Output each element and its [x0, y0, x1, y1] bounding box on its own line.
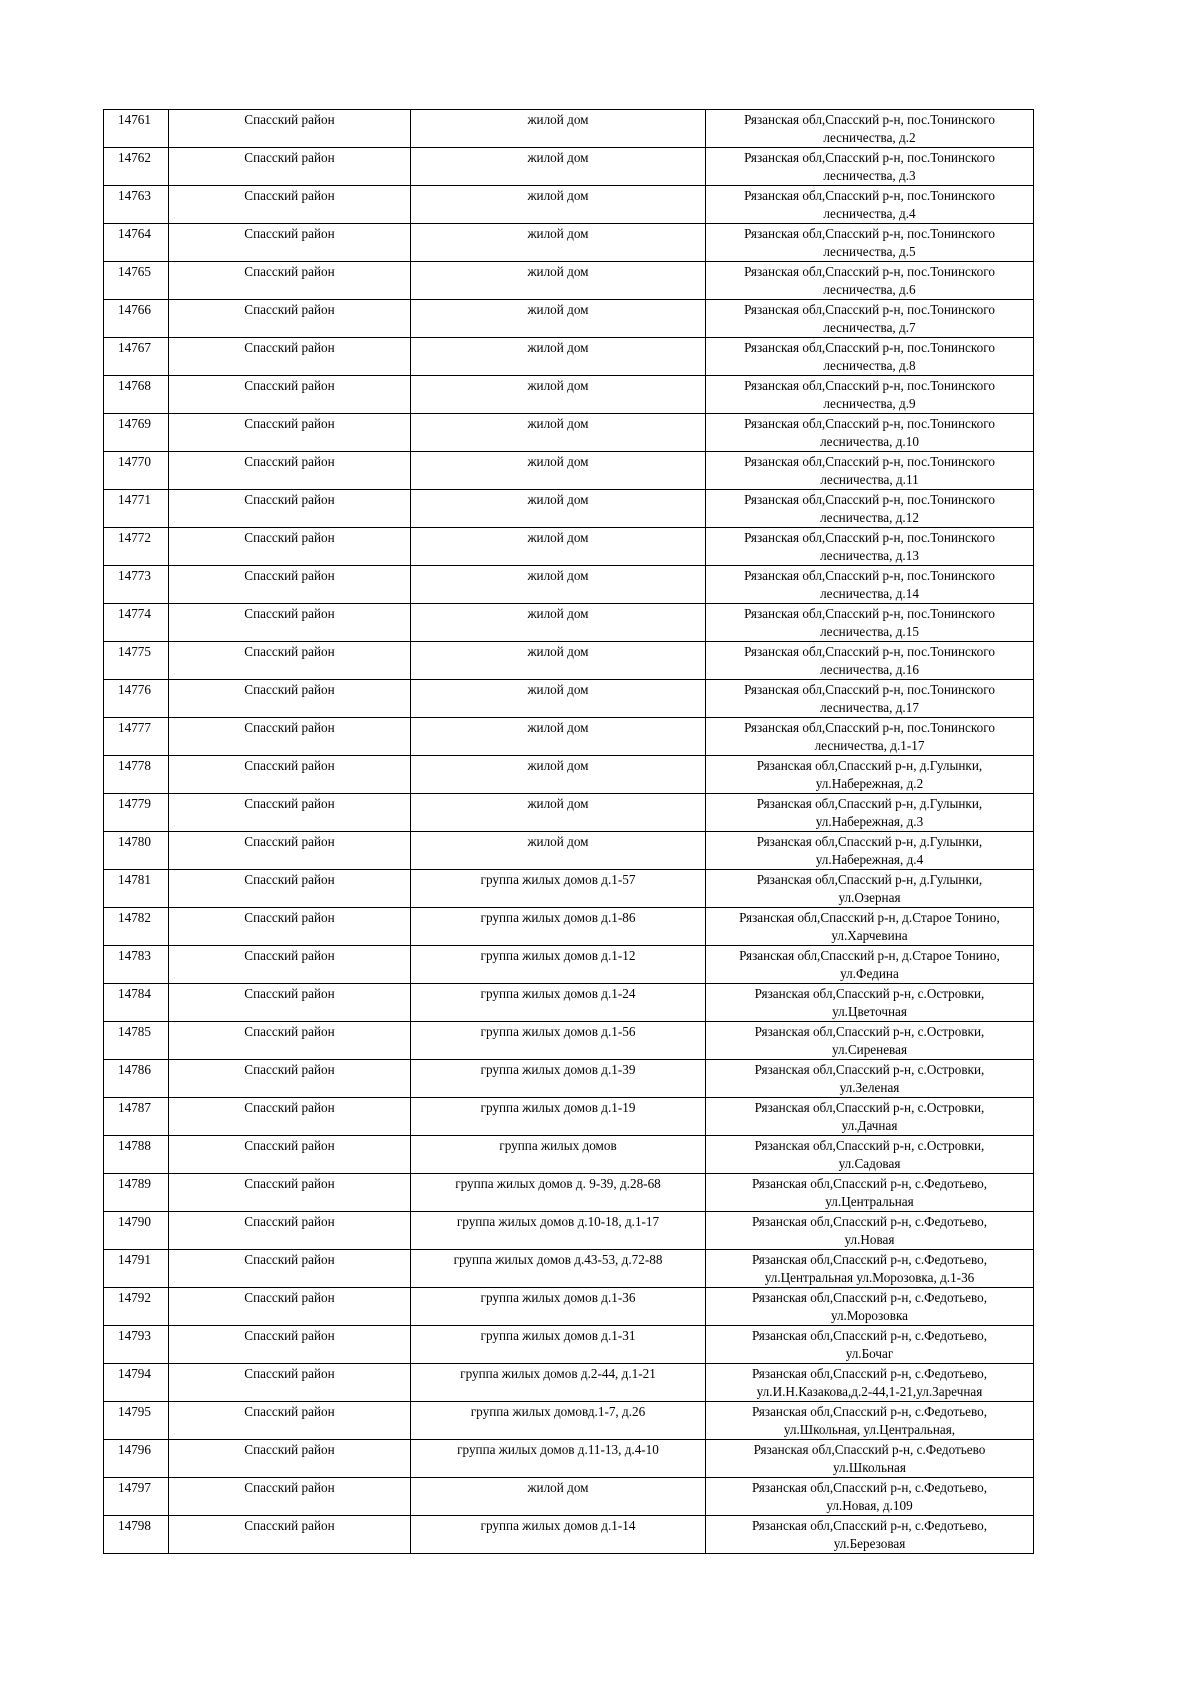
address-cell	[706, 1098, 1034, 1136]
district-cell: Спасский район	[169, 680, 411, 718]
district-cell: Спасский район	[169, 756, 411, 794]
district-cell: Спасский район	[169, 1516, 411, 1554]
object-type-cell: жилой дом	[411, 604, 706, 642]
object-type-cell: группа жилых домов д.1-14	[411, 1516, 706, 1554]
record-number-cell: 14776	[104, 680, 169, 718]
address-line-1: Рязанская обл,Спасский р-н, пос.Тонинского	[744, 454, 995, 469]
district-cell: Спасский район	[169, 1212, 411, 1250]
record-number-cell: 14780	[104, 832, 169, 870]
table-row	[104, 452, 1034, 490]
address-line-2: ул.Набережная, д.4	[815, 852, 924, 867]
address-cell	[706, 642, 1034, 680]
object-type-cell: группа жилых домов д.1-39	[411, 1060, 706, 1098]
table-row	[104, 1440, 1034, 1478]
address-line-1: Рязанская обл,Спасский р-н, с.Федотьево,	[751, 1518, 988, 1533]
record-number-cell: 14782	[104, 908, 169, 946]
record-number-cell: 14792	[104, 1288, 169, 1326]
address-line-1: Рязанская обл,Спасский р-н, пос.Тонинского	[744, 492, 995, 507]
district-cell: Спасский район	[169, 528, 411, 566]
table-row	[104, 490, 1034, 528]
object-type-cell: группа жилых домов д.11-13, д.4-10	[411, 1440, 706, 1478]
object-type-cell: группа жилых домов	[411, 1136, 706, 1174]
object-type-cell: группа жилых домов д.43-53, д.72-88	[411, 1250, 706, 1288]
record-number-cell: 14766	[104, 300, 169, 338]
district-cell: Спасский район	[169, 110, 411, 148]
table-row	[104, 1212, 1034, 1250]
address-line-2: лесничества, д.12	[820, 510, 919, 525]
address-cell	[706, 338, 1034, 376]
address-cell	[706, 490, 1034, 528]
address-line-2: лесничества, д.16	[820, 662, 919, 677]
district-cell: Спасский район	[169, 1364, 411, 1402]
address-line-1: Рязанская обл,Спасский р-н, с.Федотьево,	[751, 1366, 988, 1381]
district-cell: Спасский район	[169, 566, 411, 604]
record-number-cell: 14795	[104, 1402, 169, 1440]
address-line-1: Рязанская обл,Спасский р-н, с.Федотьево,	[751, 1214, 988, 1229]
address-line-2: лесничества, д.6	[823, 282, 916, 297]
record-number-cell: 14767	[104, 338, 169, 376]
record-number-cell: 14777	[104, 718, 169, 756]
district-cell: Спасский район	[169, 1136, 411, 1174]
address-line-2: лесничества, д.11	[820, 472, 919, 487]
object-type-cell: жилой дом	[411, 110, 706, 148]
address-line-2: лесничества, д.4	[823, 206, 916, 221]
address-cell	[706, 794, 1034, 832]
district-cell: Спасский район	[169, 376, 411, 414]
address-line-2: ул.Зеленая	[839, 1080, 900, 1095]
district-cell: Спасский район	[169, 1478, 411, 1516]
table-row	[104, 148, 1034, 186]
address-cell	[706, 680, 1034, 718]
address-line-2: ул.Набережная, д.2	[815, 776, 924, 791]
address-line-1: Рязанская обл,Спасский р-н, пос.Тонинского	[744, 378, 995, 393]
address-line-2: лесничества, д.10	[820, 434, 919, 449]
address-line-1: Рязанская обл,Спасский р-н, пос.Тонинского	[744, 302, 995, 317]
table-row	[104, 1174, 1034, 1212]
address-cell	[706, 1402, 1034, 1440]
address-cell	[706, 452, 1034, 490]
address-line-2: лесничества, д.2	[823, 130, 916, 145]
object-type-cell: группа жилых домов д.2-44, д.1-21	[411, 1364, 706, 1402]
district-cell: Спасский район	[169, 832, 411, 870]
table-row	[104, 642, 1034, 680]
object-type-cell: жилой дом	[411, 186, 706, 224]
table-row	[104, 1364, 1034, 1402]
district-cell: Спасский район	[169, 1402, 411, 1440]
address-line-1: Рязанская обл,Спасский р-н, с.Островки,	[754, 1138, 985, 1153]
address-cell	[706, 1250, 1034, 1288]
address-line-1: Рязанская обл,Спасский р-н, д.Гулынки,	[756, 834, 983, 849]
record-number-cell: 14774	[104, 604, 169, 642]
table-row	[104, 1250, 1034, 1288]
record-number-cell: 14785	[104, 1022, 169, 1060]
object-type-cell: жилой дом	[411, 376, 706, 414]
address-line-1: Рязанская обл,Спасский р-н, пос.Тонинского	[744, 150, 995, 165]
address-cell	[706, 566, 1034, 604]
address-cell	[706, 1516, 1034, 1554]
district-cell: Спасский район	[169, 490, 411, 528]
record-number-cell: 14784	[104, 984, 169, 1022]
record-number-cell: 14797	[104, 1478, 169, 1516]
table-row	[104, 262, 1034, 300]
address-cell	[706, 1326, 1034, 1364]
table-row	[104, 566, 1034, 604]
object-type-cell: жилой дом	[411, 414, 706, 452]
record-number-cell: 14791	[104, 1250, 169, 1288]
address-line-1: Рязанская обл,Спасский р-н, д.Старое Тонино,	[739, 910, 1000, 925]
table-row	[104, 908, 1034, 946]
object-type-cell: группа жилых домов д.1-19	[411, 1098, 706, 1136]
table-row	[104, 1098, 1034, 1136]
address-cell	[706, 224, 1034, 262]
address-line-1: Рязанская обл,Спасский р-н, пос.Тонинского	[744, 340, 995, 355]
table-row	[104, 756, 1034, 794]
table-row	[104, 1022, 1034, 1060]
table-row	[104, 1136, 1034, 1174]
address-line-2: ул.Набережная, д.3	[815, 814, 924, 829]
table-row	[104, 984, 1034, 1022]
record-number-cell: 14793	[104, 1326, 169, 1364]
district-cell: Спасский район	[169, 1022, 411, 1060]
address-line-2: ул.Бочаг	[845, 1346, 894, 1361]
district-cell: Спасский район	[169, 1098, 411, 1136]
record-number-cell: 14763	[104, 186, 169, 224]
district-cell: Спасский район	[169, 1060, 411, 1098]
address-line-2: ул.Центральная	[825, 1194, 914, 1209]
district-cell: Спасский район	[169, 604, 411, 642]
record-number-cell: 14770	[104, 452, 169, 490]
address-cell	[706, 1364, 1034, 1402]
table-row	[104, 338, 1034, 376]
address-line-2: лесничества, д.3	[823, 168, 916, 183]
object-type-cell: жилой дом	[411, 680, 706, 718]
address-line-2: ул.Цветочная	[832, 1004, 907, 1019]
table-row	[104, 1060, 1034, 1098]
district-cell: Спасский район	[169, 414, 411, 452]
table-row	[104, 794, 1034, 832]
table-row	[104, 414, 1034, 452]
address-cell	[706, 1174, 1034, 1212]
address-line-1: Рязанская обл,Спасский р-н, пос.Тонинского	[744, 264, 995, 279]
record-number-cell: 14788	[104, 1136, 169, 1174]
address-line-2: ул.И.Н.Казакова,д.2-44,1-21,ул.Заречная	[756, 1384, 983, 1399]
record-number-cell: 14789	[104, 1174, 169, 1212]
address-line-2: лесничества, д.15	[820, 624, 919, 639]
district-cell: Спасский район	[169, 946, 411, 984]
record-number-cell: 14762	[104, 148, 169, 186]
address-line-2: ул.Морозовка	[830, 1308, 909, 1323]
record-number-cell: 14772	[104, 528, 169, 566]
address-cell	[706, 908, 1034, 946]
address-cell	[706, 414, 1034, 452]
address-line-1: Рязанская обл,Спасский р-н, с.Островки,	[754, 986, 985, 1001]
address-line-2: ул.Школьная, ул.Центральная,	[783, 1422, 956, 1437]
table-row	[104, 376, 1034, 414]
record-number-cell: 14794	[104, 1364, 169, 1402]
object-type-cell: группа жилых домов д.1-57	[411, 870, 706, 908]
district-cell: Спасский район	[169, 1326, 411, 1364]
record-number-cell: 14769	[104, 414, 169, 452]
address-cell	[706, 832, 1034, 870]
table-row	[104, 224, 1034, 262]
address-line-2: ул.Федина	[840, 966, 899, 981]
address-cell	[706, 604, 1034, 642]
address-line-1: Рязанская обл,Спасский р-н, с.Федотьево,	[751, 1328, 988, 1343]
address-line-2: ул.Центральная ул.Морозовка, д.1-36	[764, 1270, 975, 1285]
address-cell	[706, 110, 1034, 148]
object-type-cell: группа жилых домов д.1-12	[411, 946, 706, 984]
object-type-cell: группа жилых домов д.1-31	[411, 1326, 706, 1364]
object-type-cell: жилой дом	[411, 262, 706, 300]
address-cell	[706, 262, 1034, 300]
address-line-1: Рязанская обл,Спасский р-н, пос.Тонинского	[744, 682, 995, 697]
district-cell: Спасский район	[169, 300, 411, 338]
table-row	[104, 718, 1034, 756]
district-cell: Спасский район	[169, 1174, 411, 1212]
record-number-cell: 14761	[104, 110, 169, 148]
district-cell: Спасский район	[169, 718, 411, 756]
table-row	[104, 680, 1034, 718]
object-type-cell: жилой дом	[411, 528, 706, 566]
district-cell: Спасский район	[169, 262, 411, 300]
address-cell	[706, 376, 1034, 414]
table-row	[104, 1288, 1034, 1326]
address-line-1: Рязанская обл,Спасский р-н, с.Островки,	[754, 1024, 985, 1039]
address-line-2: ул.Харчевина	[831, 928, 908, 943]
address-line-2: лесничества, д.5	[823, 244, 916, 259]
address-line-1: Рязанская обл,Спасский р-н, пос.Тонинского	[744, 568, 995, 583]
address-line-1: Рязанская обл,Спасский р-н, с.Островки,	[754, 1062, 985, 1077]
address-line-1: Рязанская обл,Спасский р-н, с.Федотьево,	[751, 1252, 988, 1267]
object-type-cell: жилой дом	[411, 148, 706, 186]
record-number-cell: 14783	[104, 946, 169, 984]
address-line-2: лесничества, д.1-17	[814, 738, 925, 753]
address-cell	[706, 1022, 1034, 1060]
address-line-1: Рязанская обл,Спасский р-н, с.Федотьево,	[751, 1404, 988, 1419]
object-type-cell: группа жилых домов д.1-36	[411, 1288, 706, 1326]
address-cell	[706, 528, 1034, 566]
address-line-2: ул.Новая, д.109	[826, 1498, 913, 1513]
table-row	[104, 1478, 1034, 1516]
table-row	[104, 110, 1034, 148]
address-line-1: Рязанская обл,Спасский р-н, пос.Тонинского	[744, 530, 995, 545]
district-cell: Спасский район	[169, 870, 411, 908]
address-cell	[706, 300, 1034, 338]
record-number-cell: 14787	[104, 1098, 169, 1136]
address-line-2: ул.Сиреневая	[831, 1042, 908, 1057]
address-line-1: Рязанская обл,Спасский р-н, с.Федотьево	[753, 1442, 986, 1457]
address-cell	[706, 946, 1034, 984]
district-cell: Спасский район	[169, 642, 411, 680]
object-type-cell: жилой дом	[411, 300, 706, 338]
table-row	[104, 604, 1034, 642]
object-type-cell: группа жилых домов д.10-18, д.1-17	[411, 1212, 706, 1250]
record-number-cell: 14786	[104, 1060, 169, 1098]
table-row	[104, 946, 1034, 984]
address-line-1: Рязанская обл,Спасский р-н, пос.Тонинского	[744, 644, 995, 659]
address-cell	[706, 1060, 1034, 1098]
address-line-2: лесничества, д.14	[820, 586, 919, 601]
object-type-cell: жилой дом	[411, 566, 706, 604]
record-number-cell: 14768	[104, 376, 169, 414]
record-number-cell: 14790	[104, 1212, 169, 1250]
record-number-cell: 14775	[104, 642, 169, 680]
district-cell: Спасский район	[169, 908, 411, 946]
object-type-cell: жилой дом	[411, 794, 706, 832]
table-body	[104, 110, 1034, 1554]
record-number-cell: 14764	[104, 224, 169, 262]
address-cell	[706, 756, 1034, 794]
address-line-2: лесничества, д.7	[823, 320, 916, 335]
object-type-cell: жилой дом	[411, 756, 706, 794]
address-line-1: Рязанская обл,Спасский р-н, пос.Тонинского	[744, 226, 995, 241]
address-line-1: Рязанская обл,Спасский р-н, д.Гулынки,	[756, 796, 983, 811]
district-cell: Спасский район	[169, 1288, 411, 1326]
district-cell: Спасский район	[169, 148, 411, 186]
address-line-1: Рязанская обл,Спасский р-н, пос.Тонинского	[744, 188, 995, 203]
record-number-cell: 14779	[104, 794, 169, 832]
address-line-2: лесничества, д.8	[823, 358, 916, 373]
address-line-2: ул.Березовая	[833, 1536, 906, 1551]
address-line-1: Рязанская обл,Спасский р-н, пос.Тонинского	[744, 416, 995, 431]
address-line-1: Рязанская обл,Спасский р-н, с.Федотьево,	[751, 1176, 988, 1191]
table-row	[104, 528, 1034, 566]
address-line-1: Рязанская обл,Спасский р-н, д.Гулынки,	[756, 872, 983, 887]
object-type-cell: группа жилых домов д. 9-39, д.28-68	[411, 1174, 706, 1212]
district-cell: Спасский район	[169, 984, 411, 1022]
object-type-cell: жилой дом	[411, 490, 706, 528]
district-cell: Спасский район	[169, 338, 411, 376]
object-type-cell: жилой дом	[411, 832, 706, 870]
object-type-cell: группа жилых домов д.1-86	[411, 908, 706, 946]
address-line-1: Рязанская обл,Спасский р-н, пос.Тонинского	[744, 606, 995, 621]
district-cell: Спасский район	[169, 224, 411, 262]
record-number-cell: 14765	[104, 262, 169, 300]
record-number-cell: 14773	[104, 566, 169, 604]
address-line-2: лесничества, д.9	[823, 396, 916, 411]
object-type-cell: группа жилых домов д.1-56	[411, 1022, 706, 1060]
address-cell	[706, 1478, 1034, 1516]
object-type-cell: жилой дом	[411, 642, 706, 680]
district-cell: Спасский район	[169, 186, 411, 224]
address-cell	[706, 186, 1034, 224]
record-number-cell: 14796	[104, 1440, 169, 1478]
record-number-cell: 14798	[104, 1516, 169, 1554]
object-type-cell: жилой дом	[411, 718, 706, 756]
object-type-cell: жилой дом	[411, 452, 706, 490]
address-line-1: Рязанская обл,Спасский р-н, д.Старое Тонино,	[739, 948, 1000, 963]
district-cell: Спасский район	[169, 452, 411, 490]
address-cell	[706, 870, 1034, 908]
object-type-cell: жилой дом	[411, 224, 706, 262]
registry-table	[103, 109, 1034, 1554]
address-cell	[706, 718, 1034, 756]
district-cell: Спасский район	[169, 1440, 411, 1478]
address-cell	[706, 1440, 1034, 1478]
table-row	[104, 1402, 1034, 1440]
address-cell	[706, 984, 1034, 1022]
address-line-2: лесничества, д.13	[820, 548, 919, 563]
address-cell	[706, 1288, 1034, 1326]
district-cell: Спасский район	[169, 794, 411, 832]
table-row	[104, 832, 1034, 870]
address-line-2: ул.Дачная	[841, 1118, 898, 1133]
address-line-1: Рязанская обл,Спасский р-н, с.Федотьево,	[751, 1480, 988, 1495]
address-line-1: Рязанская обл,Спасский р-н, пос.Тонинского	[744, 720, 995, 735]
table-row	[104, 870, 1034, 908]
address-line-2: ул.Садовая	[838, 1156, 901, 1171]
record-number-cell: 14778	[104, 756, 169, 794]
table-row	[104, 1326, 1034, 1364]
address-line-2: ул.Новая	[844, 1232, 895, 1247]
address-cell	[706, 1136, 1034, 1174]
address-line-1: Рязанская обл,Спасский р-н, пос.Тонинского	[744, 112, 995, 127]
object-type-cell: жилой дом	[411, 338, 706, 376]
address-line-2: ул.Озерная	[838, 890, 901, 905]
address-line-2: ул.Школьная	[833, 1460, 906, 1475]
district-cell: Спасский район	[169, 1250, 411, 1288]
address-line-1: Рязанская обл,Спасский р-н, с.Островки,	[754, 1100, 985, 1115]
object-type-cell: группа жилых домовд.1-7, д.26	[411, 1402, 706, 1440]
object-type-cell: группа жилых домов д.1-24	[411, 984, 706, 1022]
address-line-2: лесничества, д.17	[820, 700, 919, 715]
table-row	[104, 1516, 1034, 1554]
address-line-1: Рязанская обл,Спасский р-н, с.Федотьево,	[751, 1290, 988, 1305]
object-type-cell: жилой дом	[411, 1478, 706, 1516]
record-number-cell: 14771	[104, 490, 169, 528]
address-cell	[706, 1212, 1034, 1250]
address-line-1: Рязанская обл,Спасский р-н, д.Гулынки,	[756, 758, 983, 773]
record-number-cell: 14781	[104, 870, 169, 908]
table-row	[104, 300, 1034, 338]
table-row	[104, 186, 1034, 224]
address-cell	[706, 148, 1034, 186]
